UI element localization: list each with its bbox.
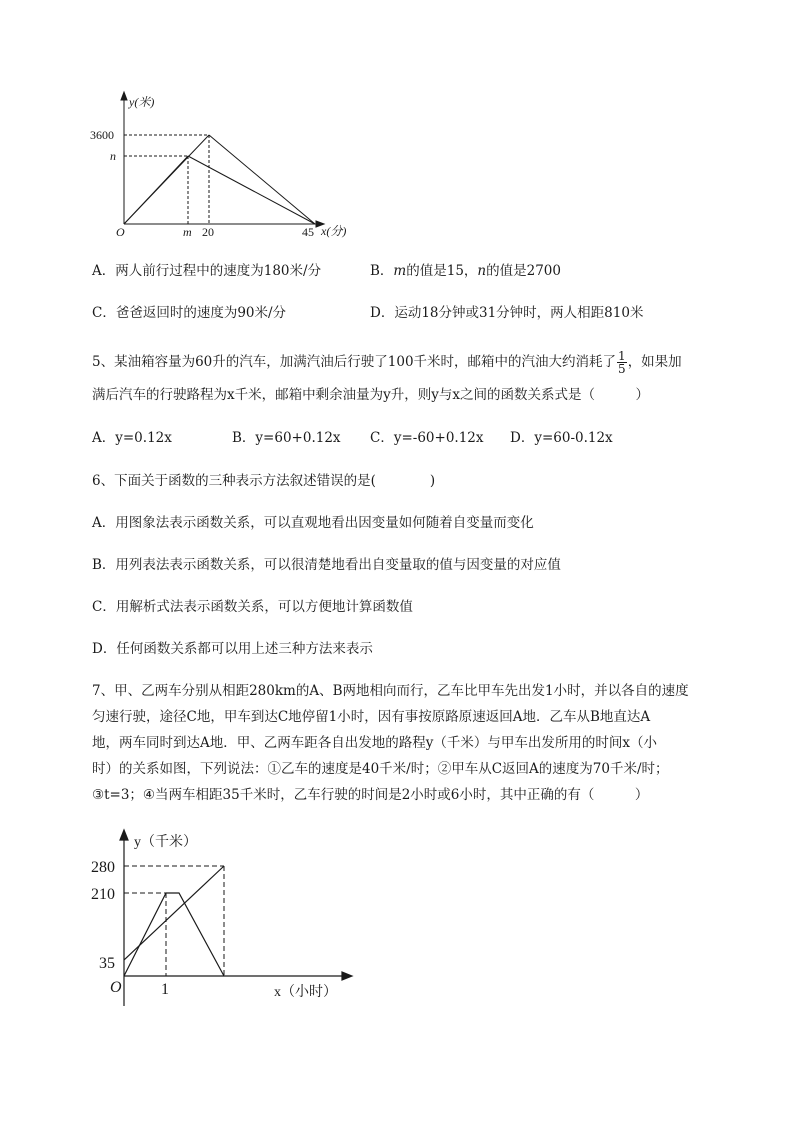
q4-option-b: B．m的值是15，n的值是2700 <box>370 263 561 279</box>
q6-option-b: B．用列表法表示函数关系，可以很清楚地看出自变量取的值与因变量的对应值 <box>92 557 561 573</box>
origin-label: O <box>116 225 125 239</box>
q5-option-b: B．y=60+0.12x <box>232 430 341 446</box>
distance-time-graph-1 <box>80 88 360 248</box>
line-outbound-2 <box>124 156 188 224</box>
q4-option-c: C．爸爸返回时的速度为90米/分 <box>92 305 287 321</box>
y-axis-label: y(米) <box>129 95 155 109</box>
q6-option-c: C．用解析式法表示函数关系，可以方便地计算函数值 <box>92 599 413 615</box>
q4-option-d: D．运动18分钟或31分钟时，两人相距810米 <box>370 305 644 321</box>
line-return-2 <box>188 156 315 224</box>
tick-1: 1 <box>161 981 169 998</box>
x-axis-label: x（小时） <box>274 985 337 1000</box>
q6-stem: 6、下面关于函数的三种表示方法叙述错误的是( ) <box>92 473 436 489</box>
q6-option-d: D．任何函数关系都可以用上述三种方法来表示 <box>92 641 373 657</box>
tick-3600: 3600 <box>90 128 114 142</box>
tick-20: 20 <box>202 225 214 239</box>
q4-option-a: A．两人前行过程中的速度为180米/分 <box>92 263 322 279</box>
q6-option-a: A．用图象法表示函数关系，可以直观地看出因变量如何随着自变量而变化 <box>92 515 534 531</box>
q5-option-d: D．y=60-0.12x <box>510 430 613 446</box>
tick-210: 210 <box>91 886 115 903</box>
q7-stem-line1: 7、甲、乙两车分别从相距280km的A、B两地相向而行，乙车比甲车先出发1小时，并以各自的速度 <box>92 683 689 699</box>
y-axis-arrow <box>121 92 127 100</box>
q5-stem-line1: 5、某油箱容量为60升的汽车，加满汽油后行驶了100千米时，邮箱中的汽油大约消耗了 $\frac{1}{5}$ ，如果加 <box>92 349 682 376</box>
tick-280: 280 <box>91 859 115 876</box>
q7-stem-line5: ③t=3；④当两车相距35千米时，乙车行驶的时间是2小时或6小时，其中正确的有（ ） <box>92 787 649 803</box>
tick-n: n <box>110 149 116 163</box>
q5-option-c: C．y=-60+0.12x <box>370 430 484 446</box>
line-car-a <box>124 893 224 976</box>
distance-time-graph-2 <box>84 826 364 1010</box>
x-axis-label: x(分) <box>321 224 347 238</box>
y-axis-label: y（千米） <box>134 835 197 850</box>
q5-option-a: A．y=0.12x <box>92 430 172 446</box>
q5-stem-line2: 满后汽车的行驶路程为x千米，邮箱中剩余油量为y升，则y与x之间的函数关系式是（ ） <box>92 387 649 403</box>
y-axis-arrow <box>120 830 128 840</box>
q7-stem-line4: 时）的关系如图，下列说法：①乙车的速度是40千米/时；②甲车从C返回A的速度为70千米/时； <box>92 761 669 777</box>
tick-m: m <box>183 225 192 239</box>
q7-stem-line2: 匀速行驶，途径C地，甲车到达C地停留1小时，因有事按原路原速返回A地．乙车从B地直达A <box>92 709 651 725</box>
fraction-one-fifth: $\frac{1}{5}$ <box>618 349 626 376</box>
x-axis-arrow <box>342 972 352 980</box>
line-return-1 <box>209 135 315 224</box>
tick-45: 45 <box>302 225 314 239</box>
tick-35: 35 <box>99 955 115 972</box>
origin-label: O <box>110 979 122 996</box>
q7-stem-line3: 地，两车同时到达A地．甲、乙两车距各自出发地的路程y（千米）与甲车出发所用的时间x（小 <box>92 735 657 751</box>
